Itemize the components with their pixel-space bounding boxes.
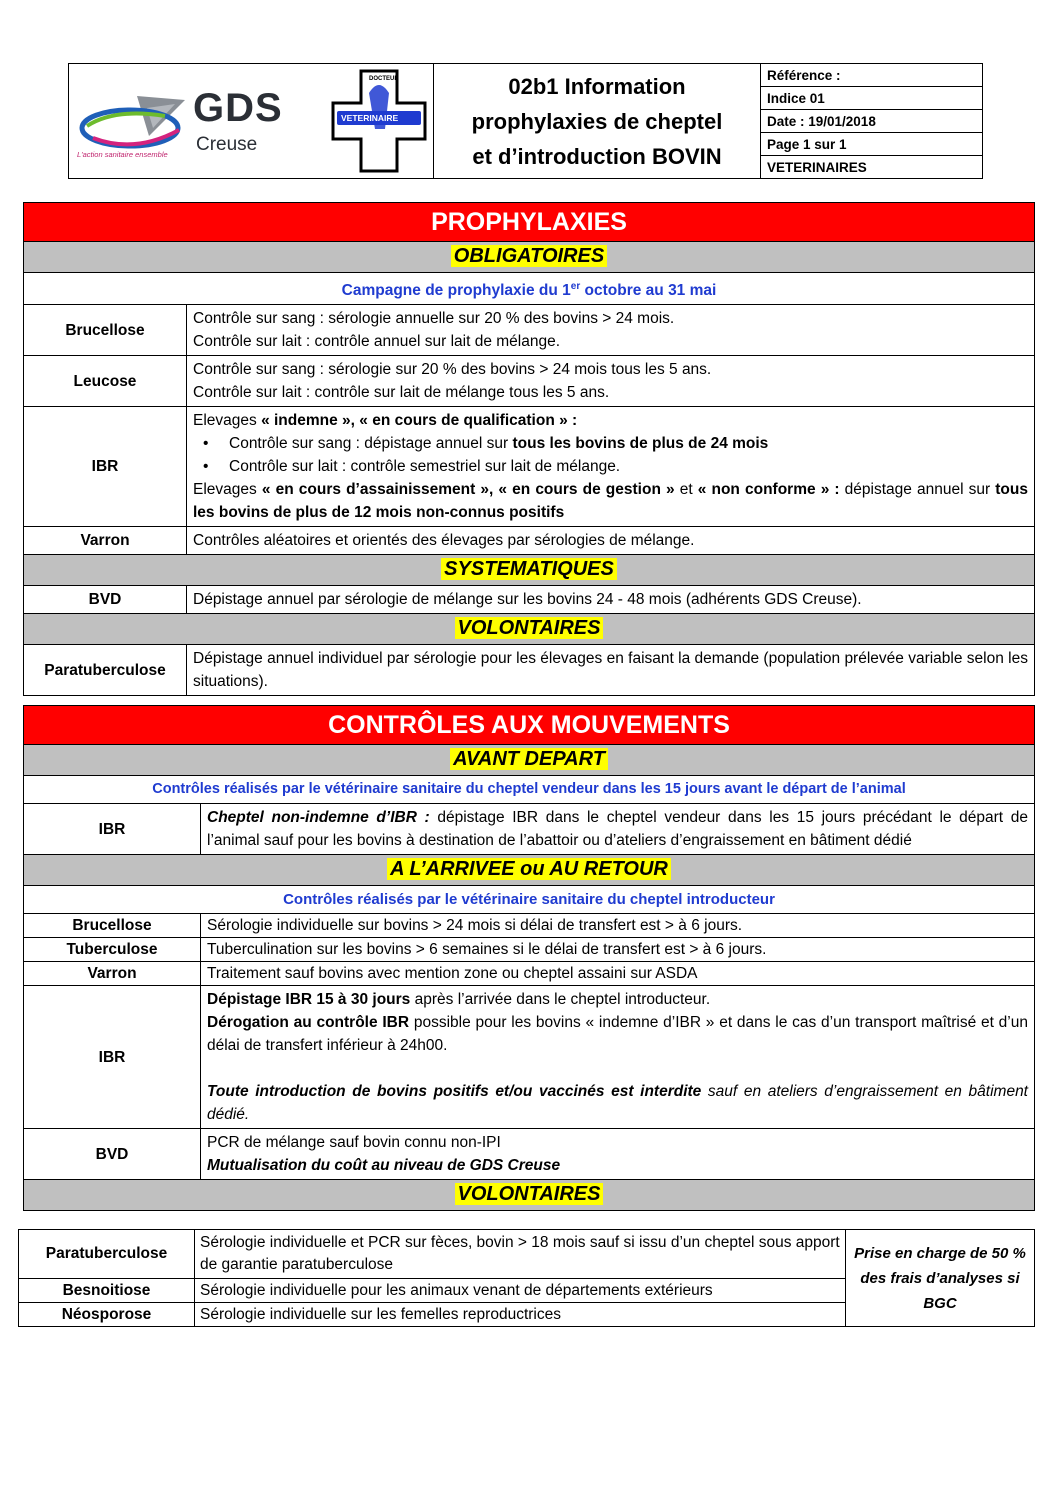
- row-label: Varron: [24, 527, 187, 555]
- table-row: [24, 962, 1035, 986]
- arrivee-label: A L’ARRIVEE ou AU RETOUR: [387, 858, 671, 880]
- table-row: [24, 1129, 1035, 1180]
- campagne-text: Campagne de prophylaxie du 1: [341, 282, 571, 300]
- obligatoires-header: [24, 242, 1035, 273]
- table-row: [24, 938, 1035, 962]
- spacer: [207, 1057, 1028, 1080]
- row-content: Dépistage annuel par sérologie de mélange sur les bovins 24 - 48 mois (adhérents GDS Creuse).: [187, 586, 1035, 614]
- row-content: [187, 305, 1035, 356]
- mouvements-title: CONTRÔLES AUX MOUVEMENTS: [24, 706, 1035, 745]
- arrivee-header: [24, 855, 1035, 886]
- row-label: Varron: [24, 962, 201, 986]
- table-row: [24, 407, 1035, 527]
- campagne-text-end: octobre au 31 mai: [580, 282, 717, 300]
- text-bold: « en cours de qualification » :: [359, 412, 578, 430]
- text-span: Elevages: [193, 412, 262, 430]
- row-label: Néosporose: [19, 1303, 195, 1327]
- text-span: Elevages: [193, 481, 262, 499]
- row-content: Dépistage annuel individuel par sérologie pour les élevages en faisant la demande (population prélevée variable selon les situations).: [187, 645, 1035, 696]
- row-label: Paratuberculose: [19, 1230, 195, 1279]
- row-content: Sérologie individuelle et PCR sur fèces, bovin > 18 mois sauf si issu d’un cheptel sous apport de garantie paratuberculose: [195, 1230, 846, 1279]
- volontaires-header-2: [24, 1180, 1035, 1211]
- row-content: Sérologie individuelle sur bovins > 24 mois si délai de transfert est > à 6 jours.: [201, 914, 1035, 938]
- text-line: [207, 1080, 1028, 1126]
- row-content: Sérologie individuelle pour les animaux venant de départements extérieurs: [195, 1279, 846, 1303]
- table-row: [24, 356, 1035, 407]
- text-bold: tous les bovins de plus de 24 mois: [512, 435, 769, 453]
- ref-page: Page 1 sur 1: [761, 133, 983, 156]
- row-label: IBR: [24, 407, 187, 527]
- title-line-3: et d’introduction BOVIN: [472, 143, 722, 169]
- table-row: [24, 527, 1035, 555]
- text-line: [207, 1011, 1028, 1057]
- ref-reference: Référence :: [761, 64, 983, 87]
- row-label: Leucose: [24, 356, 187, 407]
- table-row: [24, 914, 1035, 938]
- text-line: Contrôle sur lait : contrôle annuel sur lait de mélange.: [193, 333, 561, 351]
- table-row: [24, 986, 1035, 1129]
- arrivee-subtitle: Contrôles réalisés par le vétérinaire sanitaire du cheptel introducteur: [24, 886, 1035, 914]
- volontaires-label: VOLONTAIRES: [455, 617, 604, 639]
- logo-subtext: Creuse: [196, 134, 258, 155]
- text-line: Contrôle sur lait : contrôle sur lait de mélange tous les 5 ans.: [193, 384, 610, 402]
- bullet-list: [193, 432, 1028, 478]
- avant-depart-header: [24, 745, 1035, 776]
- row-content: [201, 1129, 1035, 1180]
- text-bold: Dépistage IBR 15 à 30 jours: [207, 991, 411, 1008]
- text-span: dépistage annuel sur: [839, 481, 996, 499]
- ref-date: Date : 19/01/2018: [761, 110, 983, 133]
- text-line: PCR de mélange sauf bovin connu non-IPI: [207, 1134, 501, 1151]
- text-bold: Cheptel non-indemne d’IBR :: [207, 809, 430, 826]
- obligatoires-label: OBLIGATOIRES: [451, 245, 607, 267]
- title-line-1: 02b1 Information: [508, 73, 686, 99]
- campagne-sup: er: [570, 281, 581, 292]
- text-bold: « en cours d’assainissement », « en cours de gestion »: [261, 481, 675, 499]
- text-span: et: [674, 481, 698, 499]
- row-label: Brucellose: [24, 914, 201, 938]
- row-content: Sérologie individuelle sur les femelles reproductrices: [195, 1303, 846, 1327]
- text-bold: « indemne »,: [261, 412, 360, 430]
- volontaires-table: [18, 1229, 1035, 1327]
- row-content: [201, 804, 1035, 855]
- text-line: Contrôle sur sang : sérologie annuelle sur 20 % des bovins > 24 mois.: [193, 310, 675, 328]
- systematiques-header: [24, 555, 1035, 586]
- text-line: [193, 478, 1028, 524]
- row-label: BVD: [24, 1129, 201, 1180]
- row-label: IBR: [24, 986, 201, 1129]
- avant-depart-subtitle: Contrôles réalisés par le vétérinaire sanitaire du cheptel vendeur dans les 15 jours avant le départ de l’animal: [24, 776, 1035, 804]
- volontaires-label-2: VOLONTAIRES: [455, 1183, 604, 1205]
- row-label: Paratuberculose: [24, 645, 187, 696]
- row-content: [187, 407, 1035, 527]
- ref-indice: Indice 01: [761, 87, 983, 110]
- mouvements-table: [23, 705, 1035, 1211]
- text-bold: tous les bovins de plus de 12 mois non-connus positifs: [193, 481, 1028, 522]
- table-row: [24, 586, 1035, 614]
- text-line: [193, 409, 1028, 432]
- text-bold: Dérogation au contrôle IBR: [207, 1014, 410, 1031]
- list-item: • Contrôle sur lait : contrôle semestriel sur lait de mélange.: [229, 455, 1028, 478]
- text-bold: Toute introduction de bovins positifs et/ou vaccinés est interdite: [207, 1083, 702, 1100]
- row-content: [201, 986, 1035, 1129]
- row-content: Contrôles aléatoires et orientés des élevages par sérologies de mélange.: [187, 527, 1035, 555]
- logo-text: GDS: [193, 86, 283, 130]
- text-span: sauf en ateliers d’engraissement en bâtiment dédié.: [207, 1083, 1028, 1123]
- text-span: Contrôle sur sang : dépistage annuel sur: [229, 435, 513, 453]
- logo-tagline: L'action sanitaire ensemble: [77, 150, 168, 159]
- row-label: IBR: [24, 804, 201, 855]
- row-content: Traitement sauf bovins avec mention zone ou cheptel assaini sur ASDA: [201, 962, 1035, 986]
- table-row: [24, 305, 1035, 356]
- text-span: après l’arrivée dans le cheptel introducteur.: [410, 991, 711, 1008]
- table-row: [19, 1230, 1035, 1279]
- row-label: Tuberculose: [24, 938, 201, 962]
- table-row: [24, 804, 1035, 855]
- title-line-2: prophylaxies de cheptel: [471, 108, 723, 134]
- volontaires-header: [24, 614, 1035, 645]
- text-line: [207, 988, 1028, 1011]
- avant-depart-label: AVANT DEPART: [450, 748, 608, 770]
- document-title: [434, 64, 761, 179]
- row-content: Tuberculination sur les bovins > 6 semaines si le délai de transfert est > à 6 jours.: [201, 938, 1035, 962]
- prophylaxies-title: PROPHYLAXIES: [24, 203, 1035, 242]
- text-line: Contrôle sur sang : sérologie sur 20 % des bovins > 24 mois tous les 5 ans.: [193, 361, 712, 379]
- row-label: Brucellose: [24, 305, 187, 356]
- row-label: BVD: [24, 586, 187, 614]
- prophylaxies-table: [23, 202, 1035, 696]
- row-label: Besnoitiose: [19, 1279, 195, 1303]
- campagne-row: [24, 273, 1035, 305]
- text-line: Mutualisation du coût au niveau de GDS Creuse: [207, 1157, 561, 1174]
- logos-cell: [69, 64, 434, 179]
- row-content: [187, 356, 1035, 407]
- document-header: [68, 63, 983, 179]
- text-span: possible pour les bovins « indemne d’IBR » et dans le cas d’un transport maîtrisé et d’un délai de transfert inférieur à 24h00.: [207, 1014, 1028, 1054]
- text-bold: « non conforme » :: [697, 481, 840, 499]
- vet-logo-top-text: DOCTEUR: [369, 76, 399, 82]
- list-item: [229, 432, 1028, 455]
- table-row: [24, 645, 1035, 696]
- prise-en-charge-note: Prise en charge de 50 % des frais d’analyses si BGC: [846, 1230, 1035, 1327]
- text-span: dépistage IBR dans le cheptel vendeur dans les 15 jours précédant le départ de l’animal sauf pour les bovins à destination de l’abattoir ou d’ateliers d’engraissement en bâtiment dédié: [207, 809, 1028, 849]
- ref-audience: VETERINAIRES: [761, 156, 983, 179]
- vet-logo-text: VETERINAIRE: [341, 113, 399, 123]
- systematiques-label: SYSTEMATIQUES: [441, 558, 617, 580]
